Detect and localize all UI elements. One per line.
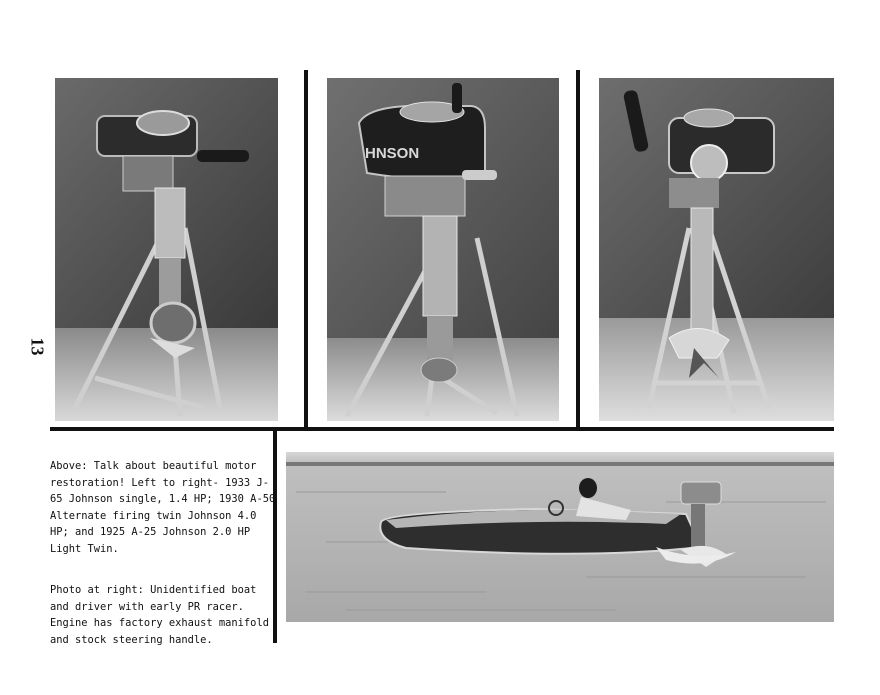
- divider-horizontal: [50, 427, 834, 431]
- photo-pr-racer-boat: [286, 452, 834, 622]
- photo-johnson-a25-light-twin: [599, 78, 834, 421]
- photo-johnson-j65-single: [55, 78, 278, 421]
- caption-pr-racer: Photo at right: Unidentified boat and driver with early PR racer. Engine has factory exhaust manifold and stock steering handle.: [50, 584, 269, 646]
- caption-motor-restoration: Above: Talk about beautiful motor restoration! Left to right- 1933 J-65 Johnson single, 1.4 HP; 1930 A-50 Alternate firing twin Johnson 4.0 HP; and 1925 A-25 Johnson 2.0 HP Light Twin.: [50, 460, 276, 555]
- divider-vertical-2: [576, 70, 580, 428]
- divider-vertical-1: [304, 70, 308, 428]
- motor-brand-lettering: HNSON: [365, 145, 420, 162]
- photo-johnson-a50-twin: [327, 78, 559, 421]
- page-number: 13: [27, 337, 48, 356]
